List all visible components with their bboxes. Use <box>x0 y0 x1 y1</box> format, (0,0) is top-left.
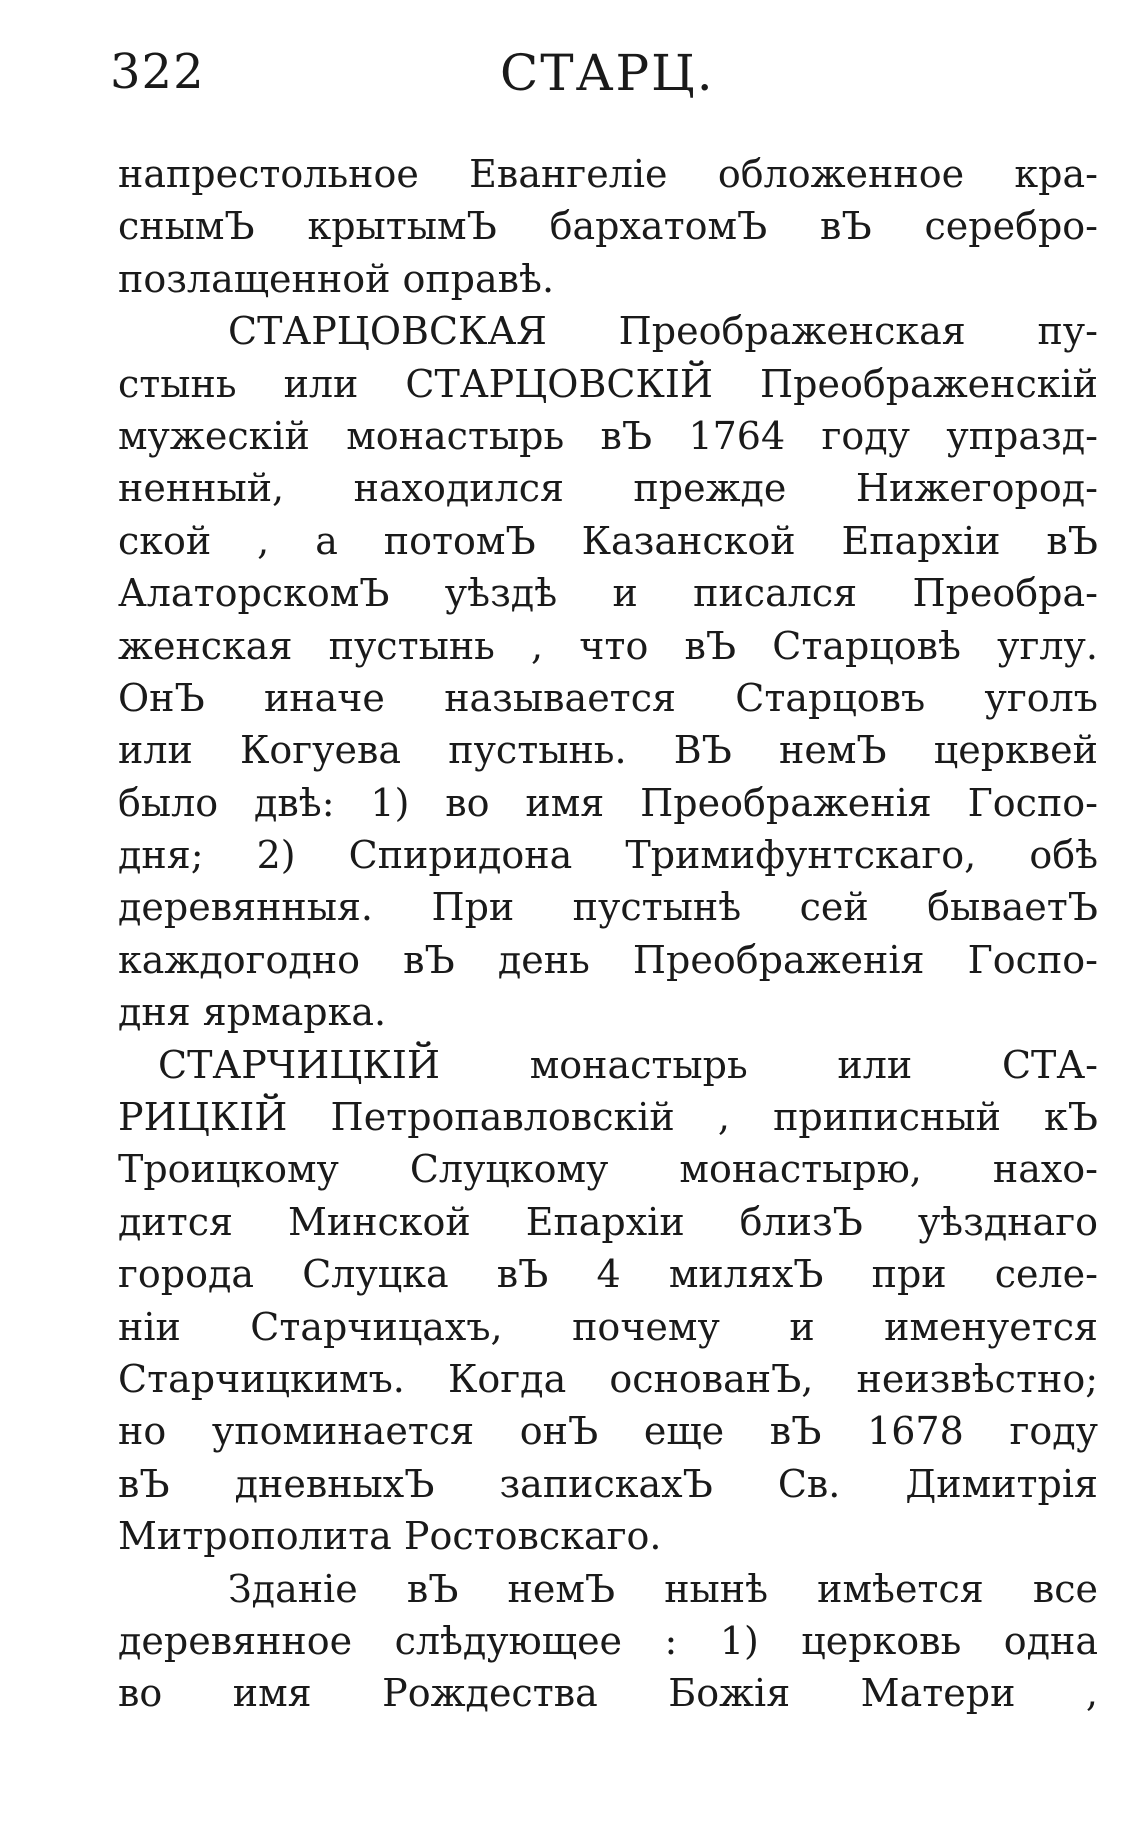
text-line: СТАРЦОВСКАЯ Преображенская пу- <box>228 309 1098 354</box>
text-line: деревянныя. При пустынѣ сей бываетЪ <box>118 885 1098 930</box>
text-line: во имя Рождества Божія Матери , <box>118 1671 1098 1716</box>
text-line: Троицкому Слуцкому монастырю, нахо- <box>118 1147 1098 1192</box>
text-line: или Когуева пустынь. ВЪ немЪ церквей <box>118 728 1098 773</box>
text-line: но упоминается онЪ еще вЪ 1678 году <box>118 1409 1098 1454</box>
page-number: 322 <box>110 44 205 100</box>
text-line: ніи Старчицахъ, почему и именуется <box>118 1304 1098 1349</box>
text-line: ской , а потомЪ Казанской Епархіи вЪ <box>118 518 1098 563</box>
running-head <box>110 44 1100 114</box>
text-line: снымЪ крытымЪ бархатомЪ вЪ серебро- <box>118 204 1098 249</box>
text-line: напрестольное Евангеліе обложенное кра- <box>118 152 1098 196</box>
text-line: вЪ дневныхЪ запискахЪ Св. Димитрія <box>118 1461 1098 1506</box>
text-line: Зданіе вЪ немЪ нынѣ имѣется все <box>228 1566 1098 1611</box>
text-line: СТАРЧИЦКІЙ монастырь или СТА- <box>158 1042 1098 1087</box>
text-line: стынь или СТАРЦОВСКІЙ Преображенскій <box>118 361 1098 406</box>
text-line: Митрополита Ростовскаго. <box>118 1514 662 1559</box>
text-line: женская пустынь , что вЪ Старцовѣ углу. <box>118 623 1098 668</box>
body-text <box>118 148 1098 1720</box>
text-line: было двѣ: 1) во имя Преображенія Госпо- <box>118 780 1098 825</box>
text-line: Старчицкимъ. Когда основанЪ, неизвѣстно; <box>118 1356 1098 1401</box>
text-line: дится Минской Епархіи близЪ уѣзднаго <box>118 1199 1098 1244</box>
text-line: дня; 2) Спиридона Тримифунтскаго, обѣ <box>118 833 1098 878</box>
text-line: мужескій монастырь вЪ 1764 году упразд- <box>118 413 1098 458</box>
text-line: ненный, находился прежде Нижегород- <box>118 466 1098 511</box>
text-line: РИЦКІЙ Петропавловскій , приписный кЪ <box>118 1095 1098 1140</box>
running-title: СТАРЦ. <box>500 44 715 102</box>
text-line: позлащенной оправѣ. <box>118 256 555 301</box>
text-line: города Слуцка вЪ 4 миляхЪ при селе- <box>118 1252 1098 1297</box>
text-line: каждогодно вЪ день Преображенія Госпо- <box>118 937 1098 982</box>
text-line: АлаторскомЪ уѣздѣ и писался Преобра- <box>118 571 1098 616</box>
text-line: дня ярмарка. <box>118 990 387 1035</box>
text-line: деревянное слѣдующее : 1) церковь одна <box>118 1618 1098 1663</box>
text-line: ОнЪ иначе называется Старцовъ уголъ <box>118 675 1098 720</box>
